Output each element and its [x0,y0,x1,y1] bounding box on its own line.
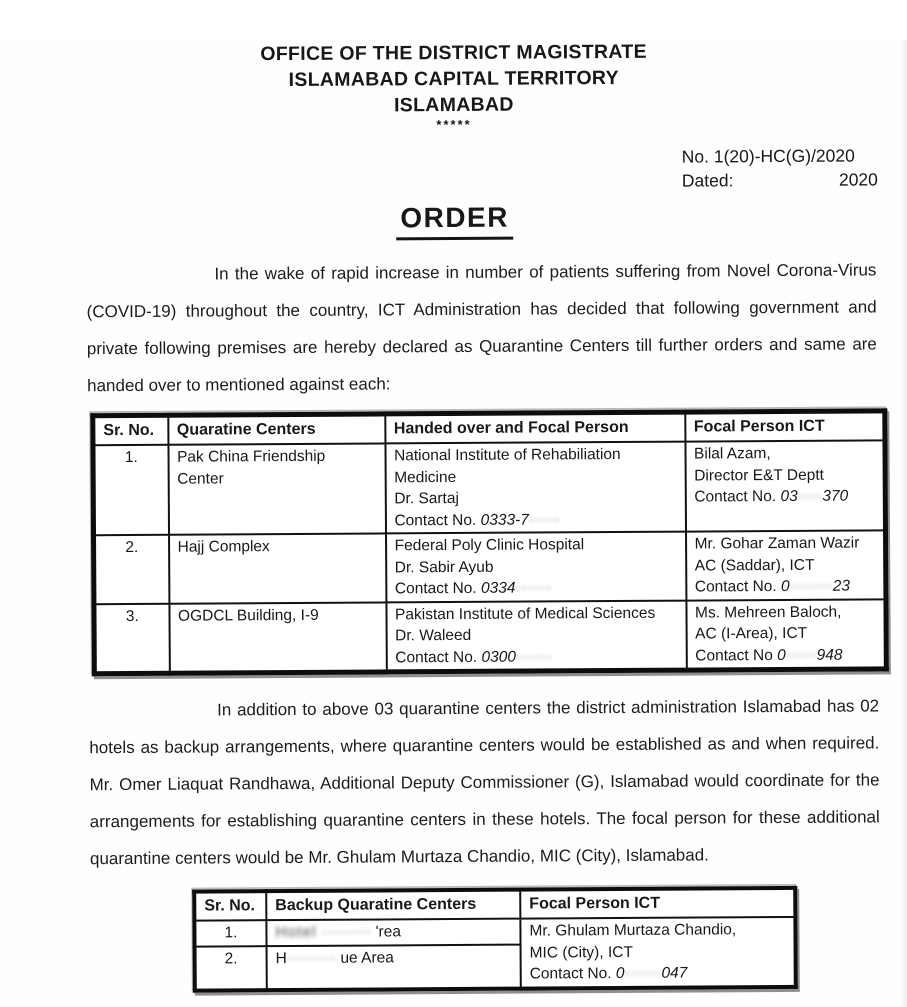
reference-number: No. 1(20)-HC(G)/2020 [682,143,878,168]
hotel-name-smudge: ········ [287,949,336,966]
col-header-backup-centers: Backup Quaratine Centers [266,890,520,921]
row2-focal-contact [695,575,876,598]
contact-pre: 0334 [481,580,516,597]
row3-handed-contact [395,645,677,668]
contact-smudge: ······· [790,578,833,595]
backup-focal-cell [520,917,795,988]
dated-label: Dated: [682,168,734,192]
contact-pre: 0 [781,578,790,595]
row2-handed-contact [395,577,677,600]
row2-center: Hajj Complex [169,533,386,603]
col-header-handed-over: Handed over and Focal Person [385,412,685,443]
contact-smudge: ····· [786,646,817,663]
col-header-focal-person-ict: Focal Person ICT [685,411,885,442]
office-name: OFFICE OF THE DISTRICT MAGISTRATE [0,37,907,69]
dated-value: 2020 [839,167,878,191]
contact-pre: 0 [616,965,625,982]
reference-block [682,143,878,192]
contact-smudge: ···· [798,488,823,505]
row1-focal-name: Bilal Azam, [694,442,875,465]
contact-label: Contact No. [694,488,780,506]
table-row [93,440,886,535]
contact-label: Contact No. [394,511,480,529]
row2-sr: 2. [94,535,169,604]
city-name: ISLAMABAD [0,89,907,121]
row3-focal-name: Ms. Mehreen Baloch, [695,601,876,624]
table-row [94,599,886,674]
backup-centers-table [192,886,798,992]
table-row [194,917,795,946]
row1-focal-title: Director E&T Deptt [694,464,875,487]
row3-handed-doctor: Dr. Waleed [395,624,677,647]
hotel-name-post: 'rea [371,923,401,940]
row3-focal-title: AC (I-Area), ICT [695,622,876,645]
intro-paragraph: In the wake of rapid increase in number of patients suffering from Novel Corona-Virus (COVID-19) throughout the country, ICT Administration has decided that following government and private following premises are hereby declared as Quarantine Centers till further orders and same are handed over to mentioned against each: [86,251,877,404]
table-row [94,530,886,603]
row3-center: OGDCL Building, I-9 [169,602,386,673]
contact-smudge: ······ [624,965,661,982]
contact-smudge: ······ [516,648,553,665]
contact-post: 23 [833,578,850,595]
row1-focal-cell [685,440,886,531]
contact-post: 047 [661,965,687,982]
contact-label: Contact No. [695,578,781,596]
col-header-sr-no: Sr. No. [194,891,266,920]
star-separator: ***** [0,115,907,135]
row1-handed-contact [394,508,676,531]
row3-handed-org: Pakistan Institute of Medical Sciences [395,602,677,625]
dated-line [682,167,878,192]
hotel-name-smudge: Hotel ········ [275,924,371,942]
quarantine-centers-table [90,408,889,676]
row2-focal-title: AC (Saddar), ICT [695,554,876,577]
contact-smudge: ······ [515,579,552,596]
row2-focal-name: Mr. Gohar Zaman Wazir [695,532,876,555]
scanned-order-document [0,37,907,993]
contact-label: Contact No. [395,580,481,598]
hotel-name-pre: H [276,950,287,967]
row1-handed-org: National Institute of Rehabiliation Medicine [394,444,676,489]
row1-handed-doctor: Dr. Sartaj [394,487,676,510]
col-header-sr-no: Sr. No. [93,415,168,445]
backup-row1-hotel [266,919,520,946]
contact-pre: 0300 [481,648,516,665]
order-title: ORDER [396,202,513,241]
contact-smudge: ····· [529,511,560,528]
row2-handed-org: Federal Poly Clinic Hospital [395,534,677,557]
contact-label: Contact No. [530,965,616,983]
row3-focal-cell [686,599,886,670]
row2-handed-cell [386,532,686,602]
territory-name: ISLAMABAD CAPITAL TERRITORY [0,63,907,95]
contact-label: Contact No. [395,648,481,666]
backup-focal-name: Mr. Ghulam Murtaza Chandio, [529,919,785,942]
backup-paragraph: In addition to above 03 quarantine centers the district administration Islamabad has 02 hotels as backup arrangements, where quarantine centers would be established as and when required. Mr. Omer Liaquat Randhawa, Additional Deputy Commissioner (G), Islamabad would coordinate for the arrangements for establishing quarantine centers in these hotels. The focal person for these additional quarantine centers would be Mr. Ghulam Murtaza Chandio, MIC (City), Islamabad. [89,687,880,877]
backup-row1-sr: 1. [194,920,266,946]
row2-handed-doctor: Dr. Sabir Ayub [395,555,677,578]
row2-focal-cell [686,530,886,600]
contact-post: 370 [822,488,848,505]
table-header-row [93,411,885,445]
row1-sr: 1. [93,445,169,535]
hotel-name-post: ue Area [336,949,394,966]
backup-focal-title: MIC (City), ICT [530,940,786,963]
row1-focal-contact [694,485,875,508]
scan-edge-shadow [901,40,907,1007]
contact-pre: 0 [777,646,786,663]
col-header-focal-person-ict: Focal Person ICT [520,888,795,919]
row3-handed-cell [386,600,686,672]
contact-pre: 0333-7 [481,511,529,528]
contact-label: Contact No [695,647,777,664]
title-wrap [1,199,907,243]
table-header-row [194,888,795,921]
letterhead [0,37,907,135]
row1-handed-cell [385,442,686,534]
contact-post: 948 [817,646,843,663]
row3-focal-contact [695,644,876,667]
backup-focal-contact [530,962,786,985]
row1-center: Pak China Friendship Center [168,443,386,534]
row3-sr: 3. [94,603,169,673]
backup-row2-sr: 2. [195,946,267,990]
col-header-quaratine-centers: Quaratine Centers [168,414,385,445]
contact-pre: 03 [780,488,797,505]
document-page [0,40,907,1007]
